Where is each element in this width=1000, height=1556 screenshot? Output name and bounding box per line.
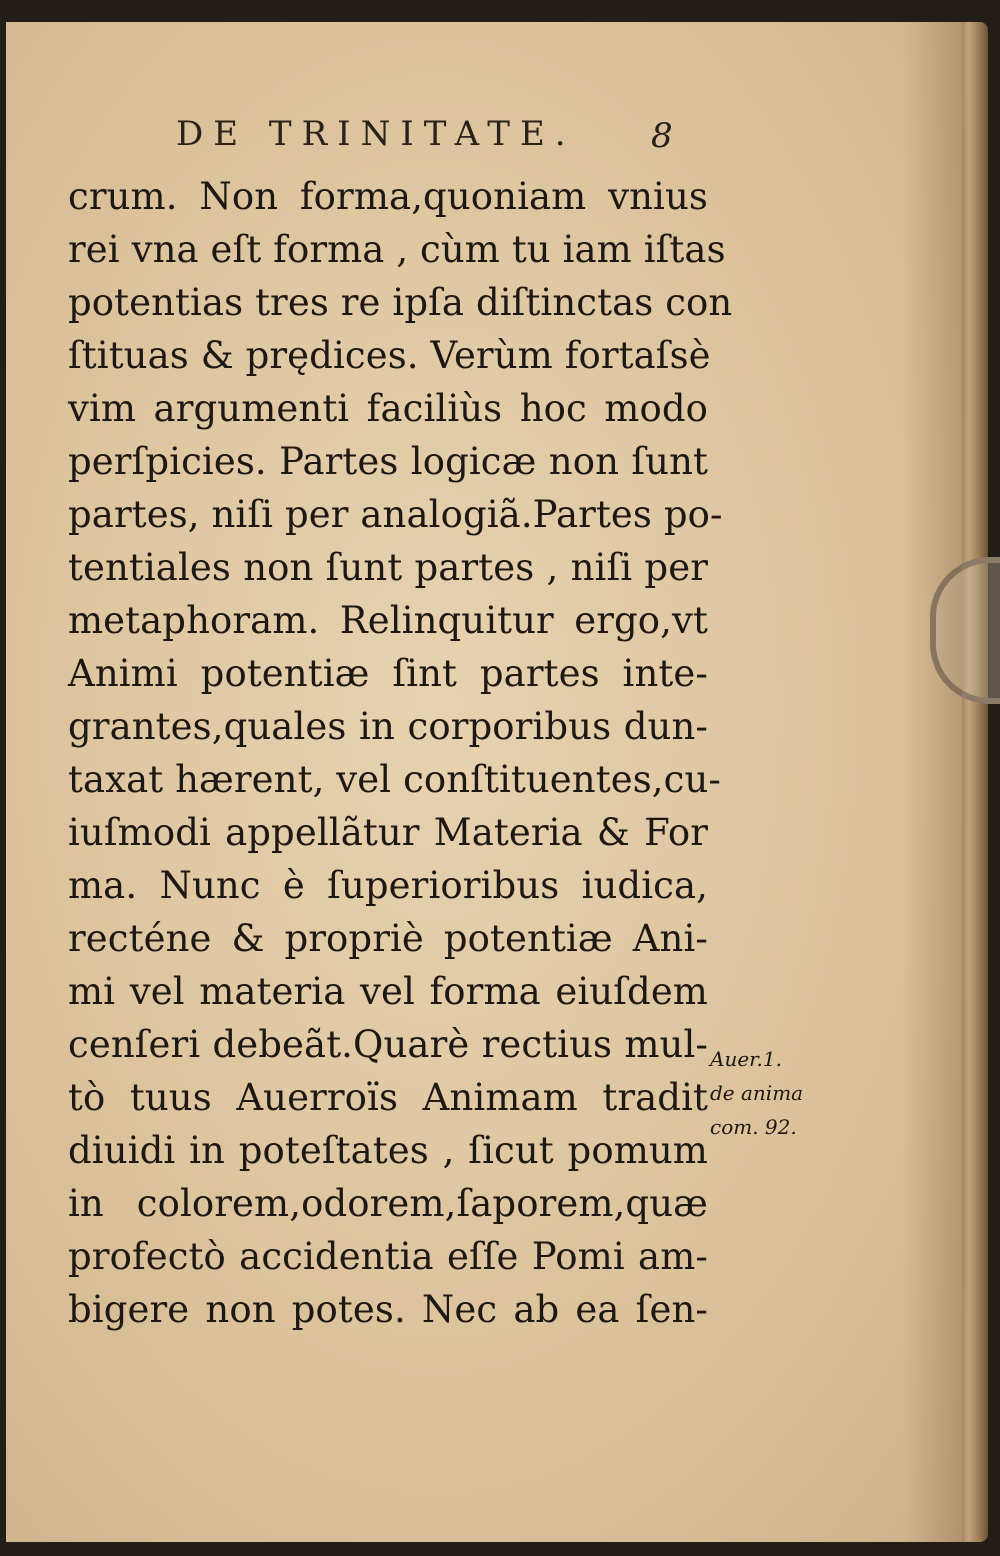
text-line: mi vel materia vel forma eiuſdem bbox=[68, 970, 708, 1013]
text-line: taxat hærent, vel conſtituentes,cu- bbox=[68, 758, 722, 801]
text-line: ma. Nunc è ſuperioribus iudica, bbox=[68, 864, 708, 907]
text-line: tentiales non ſunt partes , niſi per bbox=[68, 546, 708, 589]
text-line: cenſeri debeãt.Quarè rectius mul- bbox=[68, 1023, 708, 1066]
text-line: recténe & propriè potentiæ Ani- bbox=[68, 917, 708, 960]
text-line: crum. Non forma,quoniam vnius bbox=[68, 175, 708, 218]
text-line: rei vna eſt forma , cùm tu iam iſtas bbox=[68, 228, 726, 271]
text-line: bigere non potes. Nec ab ea ſen- bbox=[68, 1288, 708, 1331]
text-line: Animi potentiæ ſint partes inte- bbox=[68, 652, 708, 695]
text-line: profectò accidentia eſſe Pomi am- bbox=[68, 1235, 708, 1278]
text-line: potentias tres re ipſa diſtinctas con bbox=[68, 281, 733, 324]
marginal-note-line: Auer.1. bbox=[710, 1047, 782, 1071]
text-line: in colorem,odorem,ſaporem,quæ bbox=[68, 1182, 708, 1225]
text-line: vim argumenti faciliùs hoc modo bbox=[68, 387, 708, 430]
marginal-note-line: de anima bbox=[710, 1081, 804, 1105]
marginal-note bbox=[710, 1042, 830, 1144]
page-number: 8 bbox=[651, 116, 673, 156]
page-sheet bbox=[6, 22, 963, 1542]
running-head: DE TRINITATE. bbox=[176, 114, 576, 154]
page-header bbox=[176, 114, 696, 164]
text-line: perſpicies. Partes logicæ non ſunt bbox=[68, 440, 708, 483]
text-line: grantes,quales in corporibus dun- bbox=[68, 705, 708, 748]
text-line: diuidi in poteſtates , ſicut pomum bbox=[68, 1129, 708, 1172]
text-line: metaphoram. Relinquitur ergo,vt bbox=[68, 599, 708, 642]
text-line: ſtituas & prędices. Verùm fortaſsè bbox=[68, 334, 711, 377]
body-text bbox=[68, 170, 733, 1336]
text-line: iuſmodi appellãtur Materia & For bbox=[68, 811, 708, 854]
marginal-note-line: com. 92. bbox=[710, 1115, 797, 1139]
text-line: partes, niſi per analogiã.Partes po- bbox=[68, 493, 723, 536]
text-line: tò tuus Auerroïs Animam tradit bbox=[68, 1076, 708, 1119]
bookmark-ribbon bbox=[930, 557, 1000, 704]
